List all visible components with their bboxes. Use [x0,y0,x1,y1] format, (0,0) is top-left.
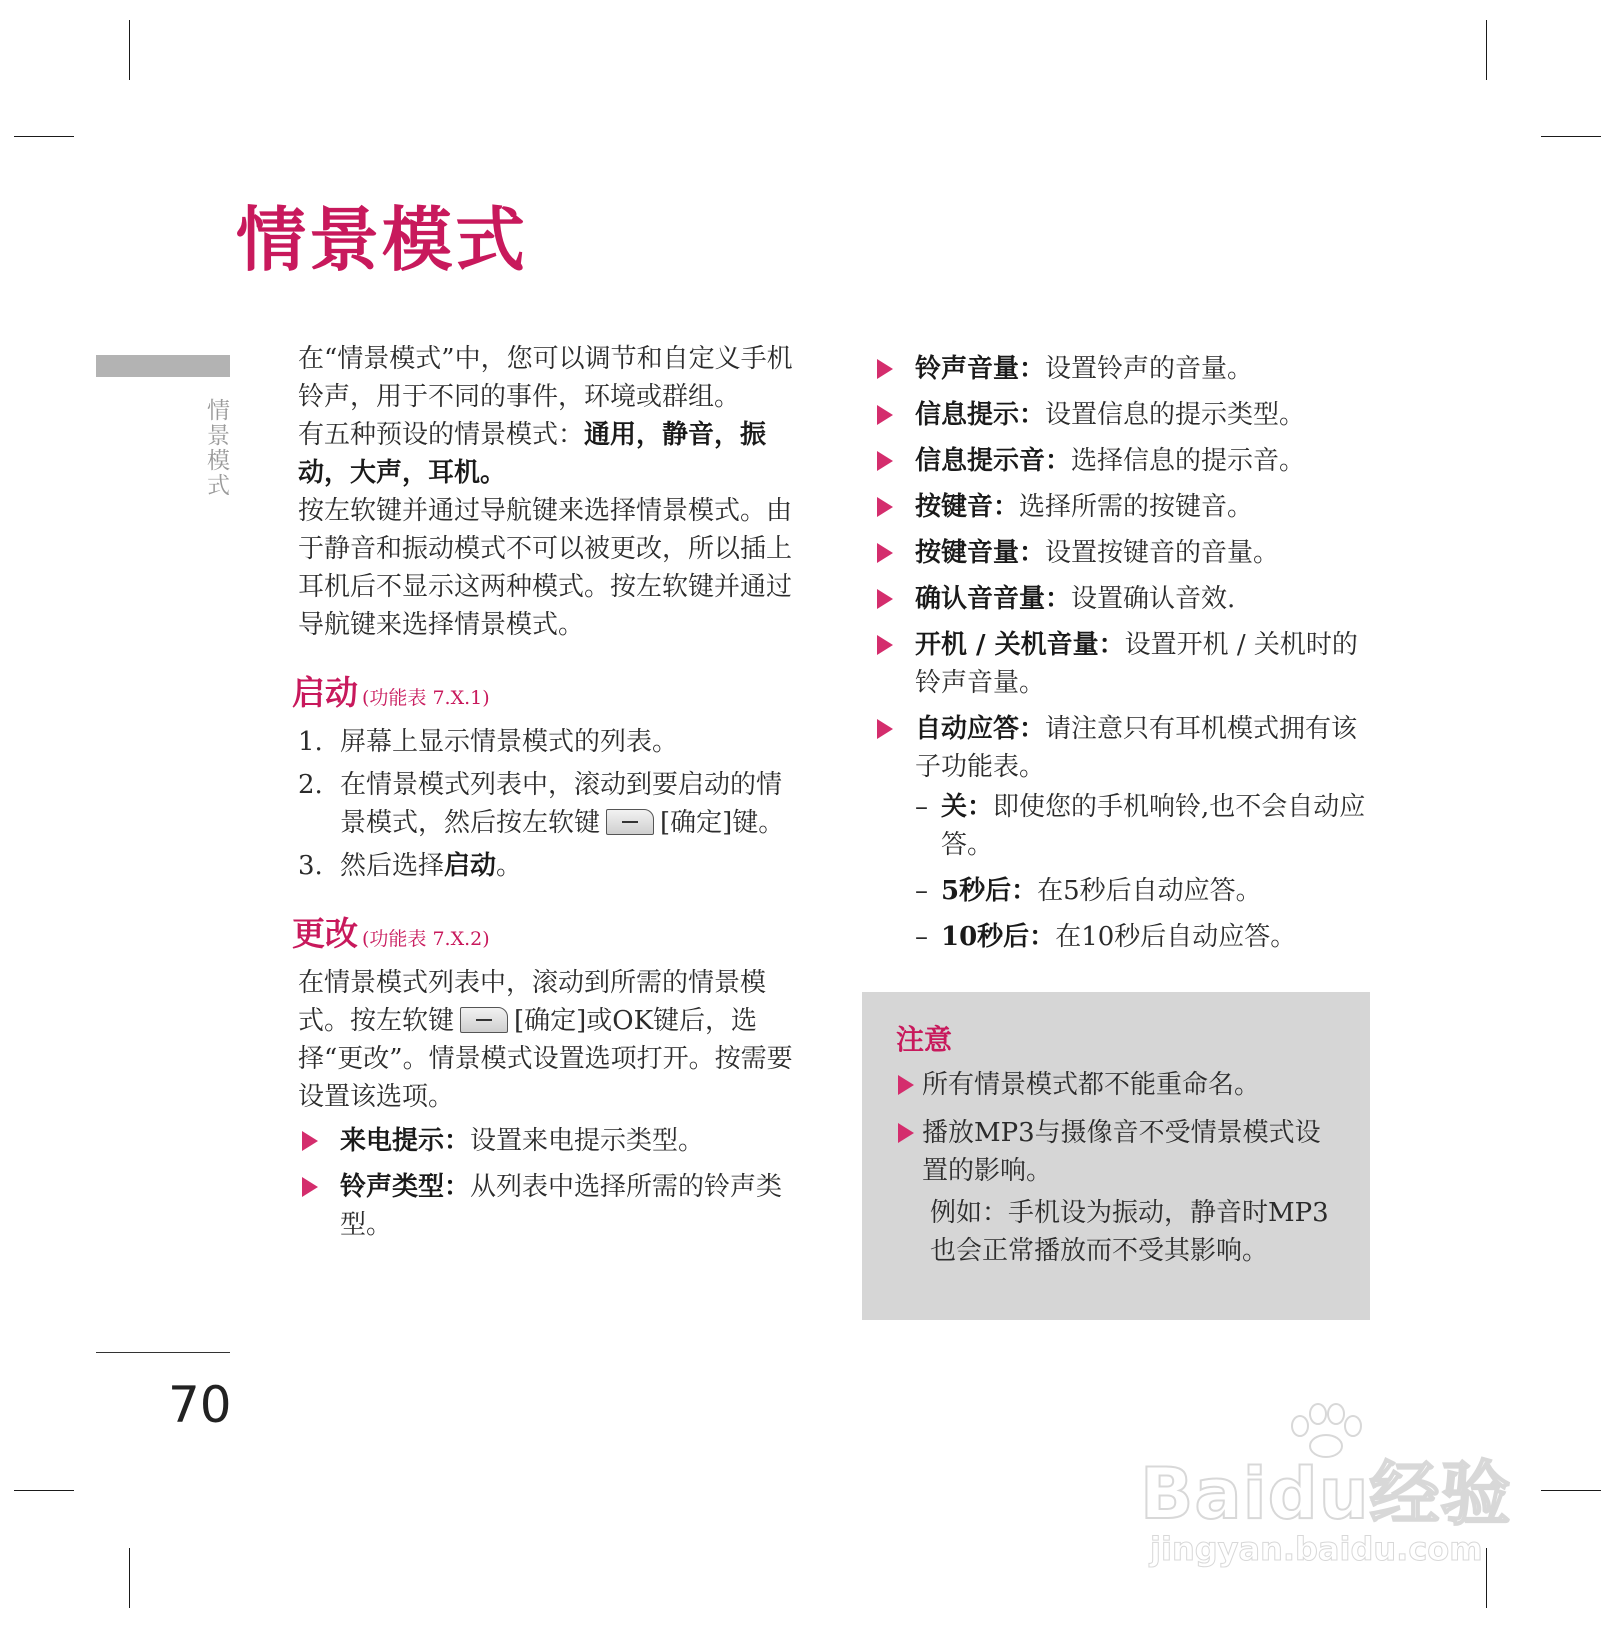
menu-reference: (功能表 7.X.2) [362,928,490,950]
left-softkey-icon [606,809,654,835]
watermark-text: Baidu经验 [1140,1453,1512,1535]
section-heading: 更改 [292,914,358,953]
page-title: 情景模式 [236,199,528,281]
step-item [298,723,804,761]
option-desc: 从列表中选择所需的铃声类型。 [340,1172,783,1240]
side-tab-bar [96,355,230,377]
sub-option-item [915,872,1383,910]
option-item [873,488,1383,526]
dash-marker: – [915,792,928,822]
activate-steps [298,723,804,885]
option-desc: 设置按键音的音量。 [1045,538,1280,568]
watermark-url: jingyan.baidu.com [1150,1530,1483,1568]
option-label: 自动应答： [915,714,1046,744]
option-item-auto-answer [873,710,1383,956]
step-item [298,766,804,842]
side-tab-label: 情景模式 [203,398,229,498]
step-item [298,847,804,885]
option-desc: 选择信息的提示音。 [1071,446,1306,476]
note-list [896,1066,1346,1280]
triangle-bullet-icon [877,497,893,517]
sub-option-desc: 即使您的手机响铃,也不会自动应答。 [941,792,1366,860]
triangle-bullet-icon [877,405,893,425]
triangle-bullet-icon [898,1075,914,1095]
setting-options [873,350,1383,956]
menu-reference: (功能表 7.X.1) [362,687,490,709]
right-column [873,350,1383,964]
note-title: 注意 [896,1023,953,1056]
option-label: 按键音： [915,492,1020,522]
intro-presets: 有五种预设的情景模式：通用，静音，振动，大声，耳机。 [298,420,767,488]
option-item [873,442,1383,480]
crop-mark [1486,20,1487,80]
change-options [298,1122,804,1244]
left-softkey-icon [460,1007,508,1033]
step-text: 在情景模式列表中，滚动到要启动的情景模式，然后按左软键 [340,770,783,838]
sub-option-item [915,918,1383,956]
option-label: 铃声音量： [915,354,1046,384]
option-desc: 设置铃声的音量。 [1045,354,1254,384]
triangle-bullet-icon [877,589,893,609]
step-bold: 启动 [444,851,497,881]
sub-option-label: 10秒后： [941,922,1056,952]
sub-option-desc: 在5秒后自动应答。 [1037,876,1262,906]
triangle-bullet-icon [877,635,893,655]
section-activate-title [292,674,804,717]
sub-option-label: 5秒后： [941,876,1038,906]
option-desc: 请注意只有耳机模式拥有该子功能表。 [915,714,1358,782]
option-label: 按键音量： [915,538,1046,568]
option-label: 开机 / 关机音量： [915,630,1125,660]
option-item [873,534,1383,572]
option-desc: 设置开机 / 关机时的铃声音量。 [915,630,1358,698]
option-desc: 选择所需的按键音。 [1019,492,1254,522]
intro-instructions: 按左软键并通过导航键来选择情景模式。由于静音和振动模式不可以被更改，所以插上耳机后不显示这两种模式。按左软键并通过导航键来选择情景模式。 [298,496,793,640]
sub-option-label: 关： [941,792,994,822]
option-desc: 设置信息的提示类型。 [1045,400,1306,430]
triangle-bullet-icon [877,543,893,563]
triangle-bullet-icon [302,1177,318,1197]
note-box [862,992,1370,1320]
page-number: 70 [168,1376,232,1434]
sub-option-desc: 在10秒后自动应答。 [1055,922,1297,952]
option-item [873,350,1383,388]
crop-mark [14,136,74,137]
triangle-bullet-icon [877,719,893,739]
step-number: 2. [298,770,323,800]
option-label: 确认音音量： [915,584,1072,614]
section-change-title [292,915,804,958]
option-label: 来电提示： [340,1126,471,1156]
dash-marker: – [915,922,928,952]
crop-mark [14,1490,74,1491]
step-text: 。 [496,851,523,881]
triangle-bullet-icon [302,1131,318,1151]
option-label: 信息提示音： [915,446,1072,476]
option-item [873,396,1383,434]
note-item: 播放MP3与摄像音不受情景模式设置的影响。 例如：手机设为振动，静音时MP3也会正常播放而不受其影响。 [896,1114,1346,1270]
triangle-bullet-icon [877,451,893,471]
dash-marker: – [915,876,928,906]
left-column [292,340,804,1252]
change-paragraph: 在情景模式列表中，滚动到所需的情景模式。按左软键 [确定]或OK键后，选择“更改”。情景模式设置选项打开。按需要设置该选项。 [298,968,793,1112]
crop-mark [129,20,130,80]
preset-list: 通用，静音，振动，大声，耳机。 [298,420,767,488]
option-item [298,1122,804,1160]
option-item [298,1168,804,1244]
step-number: 3. [298,851,323,881]
triangle-bullet-icon [898,1123,914,1143]
section-heading: 启动 [292,673,358,712]
note-example: 例如：手机设为振动，静音时MP3也会正常播放而不受其影响。 [930,1198,1329,1266]
option-desc: 设置来电提示类型。 [470,1126,705,1156]
baidu-watermark [1140,1418,1520,1578]
crop-mark [1541,1490,1601,1491]
step-number: 1. [298,727,323,757]
sub-option-item [915,788,1383,864]
option-item [873,626,1383,702]
option-desc: 设置确认音效. [1071,584,1236,614]
option-label: 铃声类型： [340,1172,471,1202]
crop-mark [1541,136,1601,137]
crop-mark [129,1548,130,1608]
option-label: 信息提示： [915,400,1046,430]
option-item [873,580,1383,618]
step-text: 屏幕上显示情景模式的列表。 [340,727,679,757]
triangle-bullet-icon [877,359,893,379]
note-item: 所有情景模式都不能重命名。 [896,1066,1346,1104]
step-text: [确定]键。 [660,808,785,838]
intro-paragraph: 在“情景模式”中，您可以调节和自定义手机铃声，用于不同的事件，环境或群组。 [298,344,793,412]
footer-rule [96,1352,230,1353]
step-text: 然后选择 [340,851,445,881]
auto-answer-options [915,788,1383,956]
